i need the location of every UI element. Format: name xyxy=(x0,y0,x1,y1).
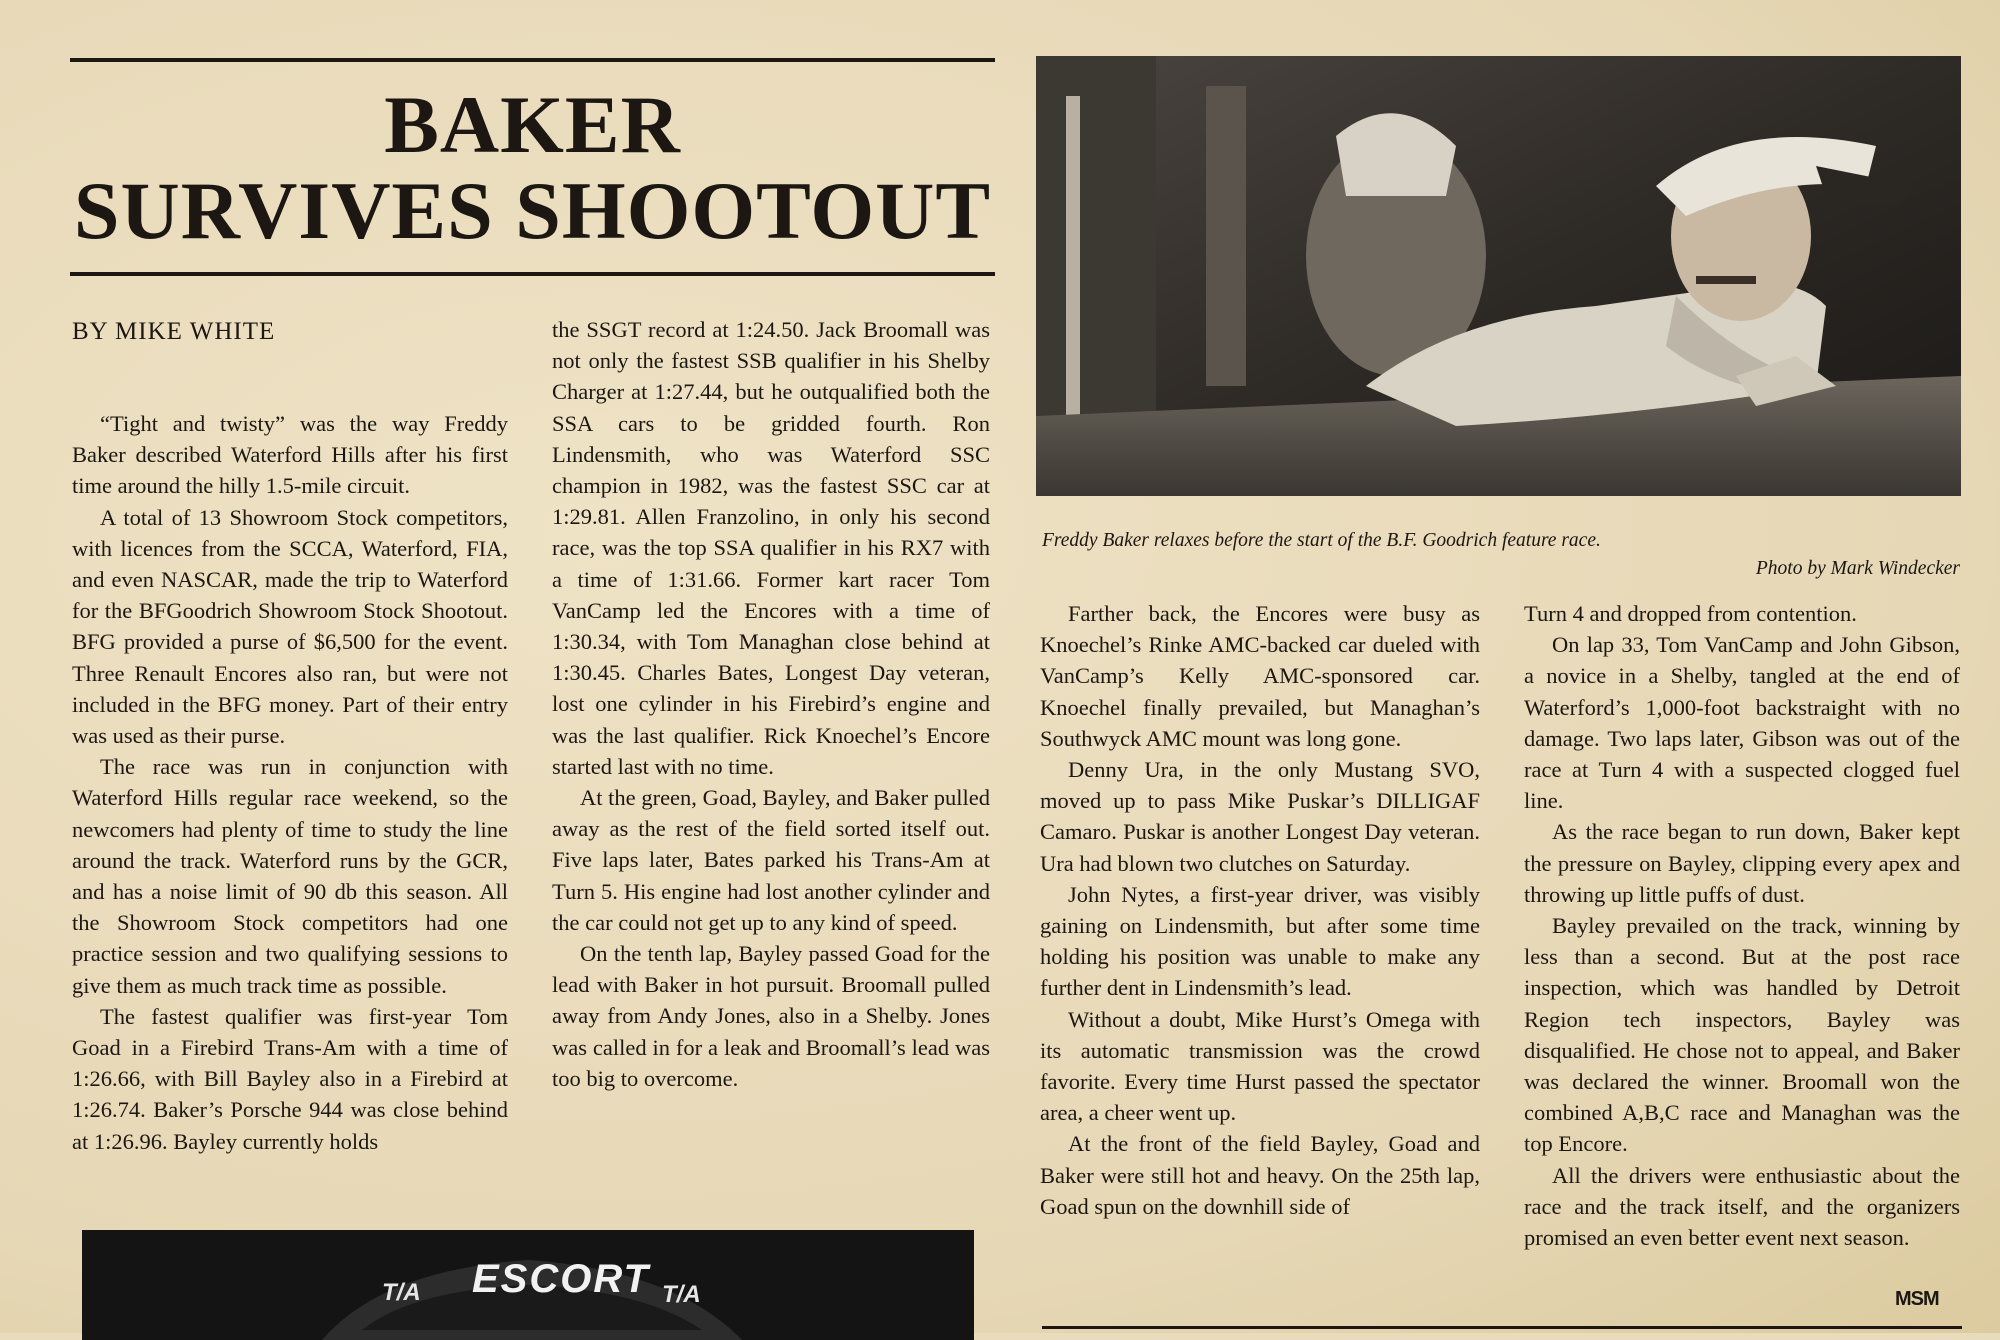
photo-freddy-baker xyxy=(1036,56,1961,496)
paragraph: Farther back, the Encores were busy as Knoechel’s Rinke AMC-backed car dueled with VanCamp’s Kelly AMC-sponsored car. Knoechel finally prevailed, but Managhan’s Southwyck AMC mount was long gone. xyxy=(1040,601,1480,751)
windshield-decal-escort: ESCORT xyxy=(472,1257,650,1301)
headline-line2: SURVIVES SHOOTOUT xyxy=(73,165,992,256)
paragraph: Without a doubt, Mike Hurst’s Omega with its automatic transmission was the crowd favorite. Every time Hurst passed the spectator area, a cheer went up. xyxy=(1040,1006,1480,1126)
windshield-decal-left: T/A xyxy=(382,1279,421,1306)
paragraph: All the drivers were enthusiastic about the race and the track itself, and the organizers promised an even better event next season. xyxy=(1524,1162,1960,1251)
windshield-illustration xyxy=(82,1230,974,1340)
headline-bottom-rule xyxy=(70,272,995,276)
headline-top-rule xyxy=(70,58,995,62)
paragraph: the SSGT record at 1:24.50. Jack Broomall was not only the fastest SSB qualifier in his Shelby Charger at 1:27.44, but he outqualified both the SSA cars to be gridded fourth. Ron Lindensmith, who was Waterford SSC champion in 1982, was the fastest SSC car at 1:29.81. Allen Franzolino, in only his second race, was the top SSA qualifier in his RX7 with a time of 1:31.66. Former kart racer Tom VanCamp led the Encores with a time of 1:30.34, with Tom Managhan close behind at 1:30.45. Charles Bates, Longest Day veteran, lost one cylinder in his Firebird’s engine and was the last qualifier. Rick Knoechel’s Encore started last with no time. xyxy=(552,317,990,779)
paragraph: The fastest qualifier was first-year Tom Goad in a Firebird Trans-Am with a time of 1:26.66, with Bill Bayley also in a Firebird at 1:26.74. Baker’s Porsche 944 was close behind at 1:26.96. Bayley currently holds xyxy=(72,1003,508,1154)
paragraph: At the front of the field Bayley, Goad and Baker were still hot and heavy. On the 25th lap, Goad spun on the downhill side of xyxy=(1040,1131,1480,1219)
article-column-4 xyxy=(1524,598,1960,1253)
publication-mark: MSM xyxy=(1895,1288,1939,1310)
photo-illustration xyxy=(1036,56,1961,496)
windshield-decal-right: T/A xyxy=(662,1281,701,1308)
paragraph: At the green, Goad, Bayley, and Baker pulled away as the rest of the field sorted itself out. Five laps later, Bates parked his Trans-Am at Turn 5. His engine had lost another cylinder and the car could not get up to any kind of speed. xyxy=(552,785,990,935)
photo-caption: Freddy Baker relaxes before the start of the B.F. Goodrich feature race. xyxy=(1042,530,1601,551)
article-column-2 xyxy=(552,314,990,1094)
photo-trans-am-windshield xyxy=(82,1230,974,1340)
paragraph: The race was run in conjunction with Waterford Hills regular race weekend, so the newcomers had plenty of time to study the line around the track. Waterford runs by the GCR, and has a noise limit of 90 db this season. All the Showroom Stock competitors had one practice session and two qualifying sessions to give them as much track time as possible. xyxy=(72,754,508,998)
article-column-3 xyxy=(1040,598,1480,1222)
headline-line1: BAKER xyxy=(384,79,681,170)
paragraph: Turn 4 and dropped from contention. xyxy=(1524,601,1857,626)
article-column-1 xyxy=(72,408,508,1157)
paragraph: Denny Ura, in the only Mustang SVO, moved up to pass Mike Puskar’s DILLIGAF Camaro. Puskar is another Longest Day veteran. Ura had blown two clutches on Saturday. xyxy=(1040,757,1480,876)
headline xyxy=(70,79,995,256)
photo-credit: Photo by Mark Windecker xyxy=(1755,558,1960,579)
paragraph: On the tenth lap, Bayley passed Goad for the lead with Baker in hot pursuit. Broomall pulled away from Andy Jones, also in a Shelby. Jones was called in for a leak and Broomall’s lead was too big to overcome. xyxy=(552,941,990,1091)
byline: BY MIKE WHITE xyxy=(72,318,276,345)
paragraph: John Nytes, a first-year driver, was visibly gaining on Lindensmith, but after some time holding his position was unable to make any further dent in Lindensmith’s lead. xyxy=(1040,881,1480,1001)
paragraph: Bayley prevailed on the track, winning by less than a second. But at the post race inspection, which was handled by Detroit Region tech inspectors, Bayley was disqualified. He chose not to appeal, and Baker was declared the winner. Broomall won the combined A,B,C race and Managhan was the top Encore. xyxy=(1524,913,1960,1157)
paragraph: “Tight and twisty” was the way Freddy Baker described Waterford Hills after his first time around the hilly 1.5-mile circuit. xyxy=(72,411,508,499)
paragraph: A total of 13 Showroom Stock competitors, with licences from the SCCA, Waterford, FIA, and even NASCAR, made the trip to Waterford for the BFGoodrich Showroom Stock Shootout. BFG provided a purse of $6,500 for the event. Three Renault Encores also ran, but were not included in the BFG money. Part of their entry was used as their purse. xyxy=(72,504,508,749)
paragraph: On lap 33, Tom VanCamp and John Gibson, a novice in a Shelby, tangled at the end of Waterford’s 1,000-foot backstraight with no damage. Two laps later, Gibson was out of the race at Turn 4 with a suspected clogged fuel line. xyxy=(1524,632,1960,814)
paragraph: As the race began to run down, Baker kept the pressure on Bayley, clipping every apex and throwing up little puffs of dust. xyxy=(1524,819,1960,907)
footer-rule xyxy=(1042,1326,1962,1329)
